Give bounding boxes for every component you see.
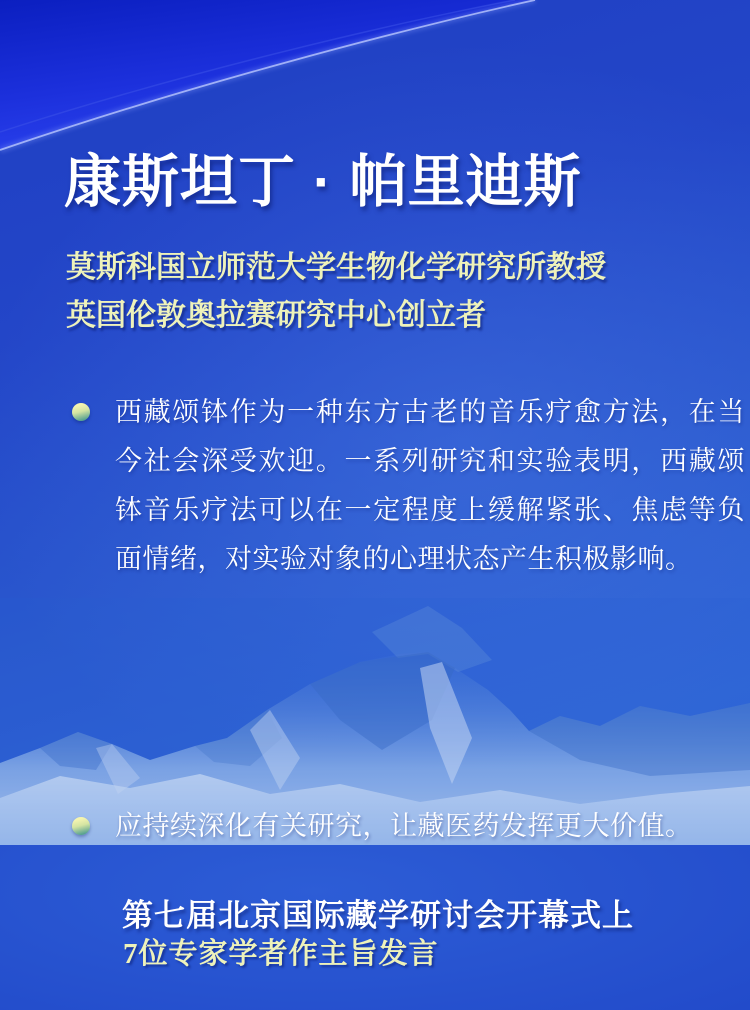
footer-event-title: 第七届北京国际藏学研讨会开幕式上 (122, 898, 634, 933)
credential-line-2: 英国伦敦奥拉赛研究中心创立者 (66, 299, 486, 332)
speaker-name-title: 康斯坦丁 · 帕里迪斯 (64, 150, 582, 214)
bullet-dot-icon (72, 403, 90, 421)
bullet-text-1: 西藏颂钵作为一种东方古老的音乐疗愈方法，在当今社会深受欢迎。一系列研究和实验表明，西藏颂钵音乐疗法可以在一定程度上缓解紧张、焦虑等负面情绪，对实验对象的心理状态产生积极影响。 (115, 397, 745, 574)
speaker-credentials (66, 244, 706, 340)
footer-event-subtitle: 7位专家学者作主旨发言 (123, 938, 439, 970)
bullet-item-2 (62, 802, 745, 851)
bullet-text-2: 应持续深化有关研究，让藏医药发挥更大价值。 (115, 811, 693, 841)
bullet-dot-icon (72, 817, 90, 835)
credential-line-1: 莫斯科国立师范大学生物化学研究所教授 (66, 251, 606, 284)
top-swoosh-decoration (0, 0, 750, 160)
footer-bar (0, 845, 750, 1010)
bullet-item-1 (62, 388, 745, 584)
